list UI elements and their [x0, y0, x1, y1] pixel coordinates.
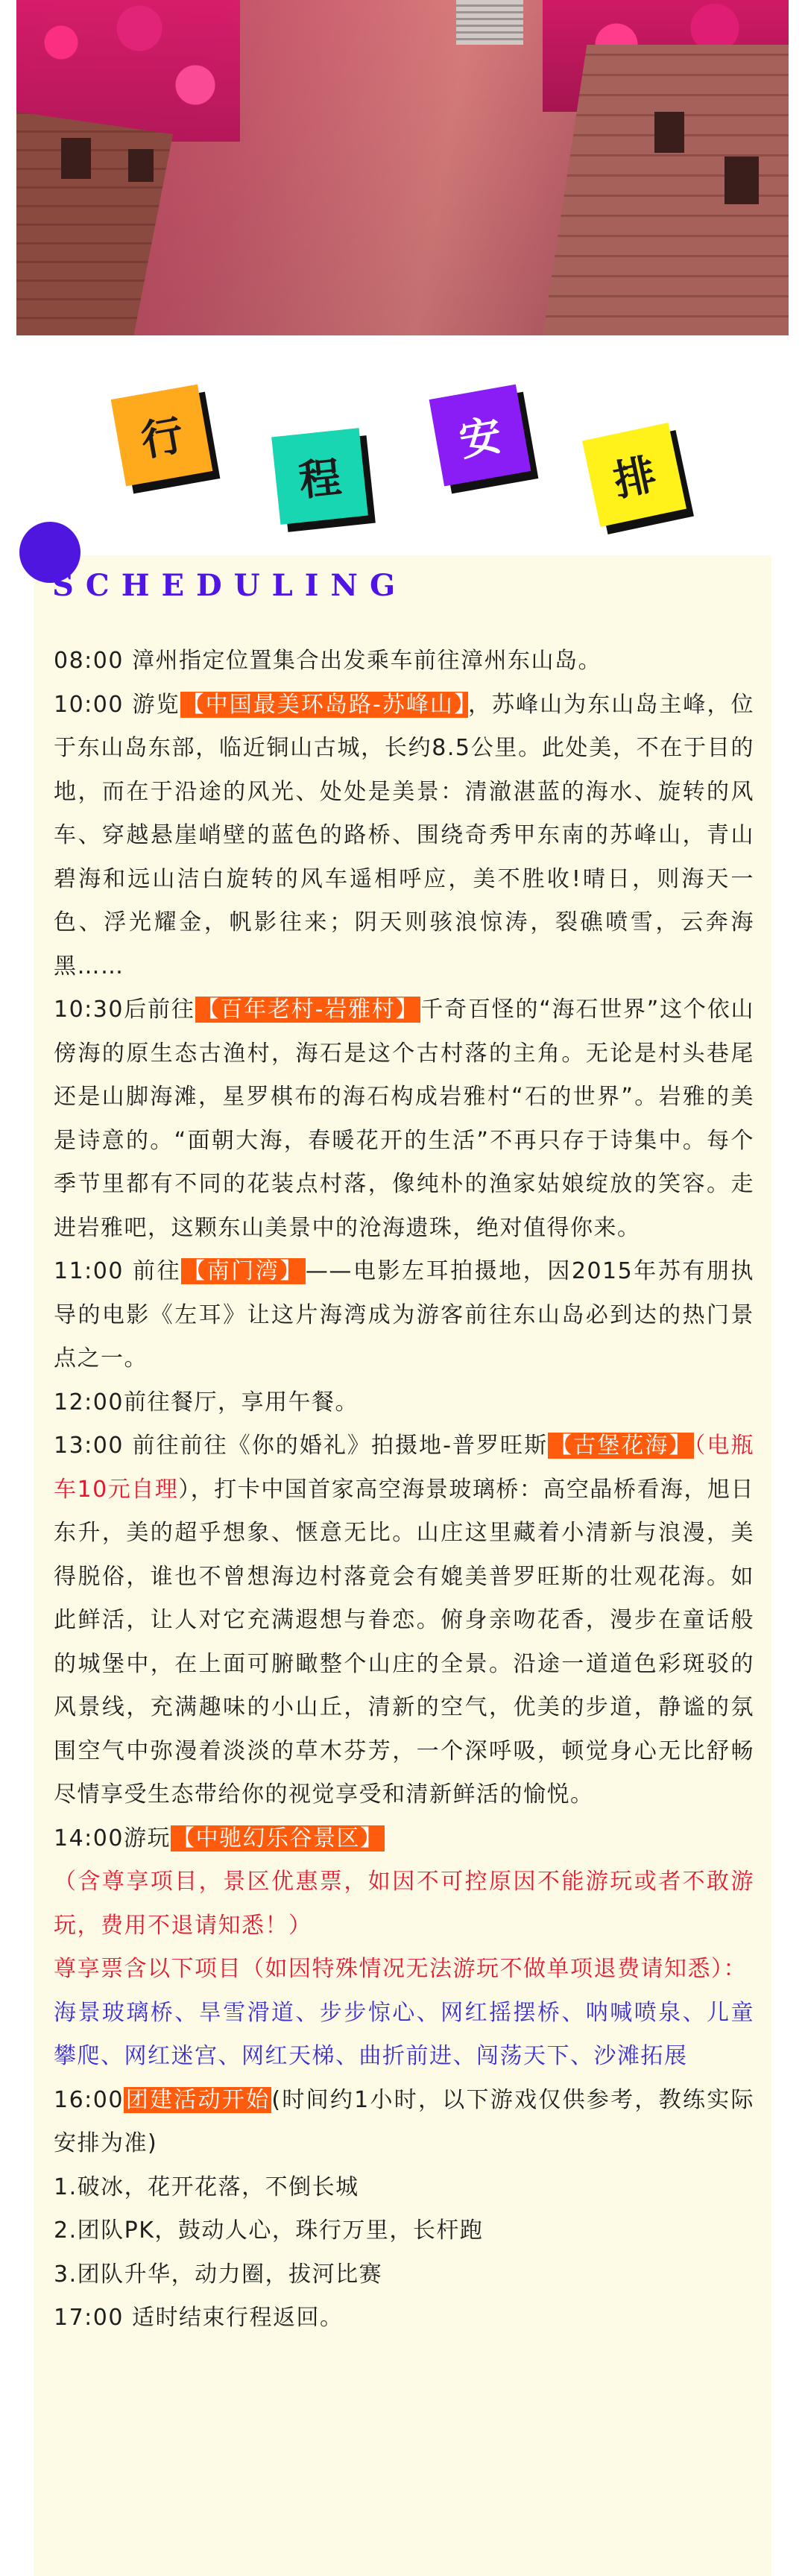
title-char: 排 — [582, 423, 686, 527]
activity-item-3: 3.团队升华，动力圈，拔河比赛 — [54, 2261, 383, 2288]
wall-window — [61, 138, 91, 179]
schedule-content — [54, 640, 754, 2340]
schedule-item-1600: 16:00团建活动开始(时间约1小时，以下游戏仅供参考，教练实际安排为准) — [54, 2086, 755, 2156]
title-char-block-2 — [276, 432, 373, 529]
highlight-tag: 【中国最美环岛路-苏峰山】 — [181, 691, 467, 718]
red-note: （电瓶车10元自理 — [54, 1433, 754, 1503]
activity-item-1: 1.破冰，花开花落，不倒长城 — [54, 2174, 359, 2200]
highlight-tag: 【百年老村-岩雅村】 — [196, 997, 420, 1023]
title-char: 行 — [111, 385, 213, 487]
hero-photo-great-wall-flowers — [16, 0, 789, 335]
ticket-note: （含尊享项目，景区优惠票，如因不可控原因不能游玩或者不敢游玩，费用不退请知悉！） — [54, 1869, 754, 1939]
schedule-item-1030: 10:30后前往【百年老村-岩雅村】千奇百怪的“海石世界”这个依山傍海的原生态古渔村，海石是这个古村落的主角。无论是村头巷尾还是山脚海滩，星罗棋布的海石构成岩雅村“石的世界”。岩雅的美是诗意的。“面朝大海，春暖花开的生活”不再只存于诗集中。每个季节里都有不同的花装点村落，像纯朴的渔家姑娘绽放的笑容。走进岩雅吧，这颗东山美景中的沧海遗珠，绝对值得你来。 — [54, 997, 754, 1241]
title-char: 安 — [429, 385, 531, 487]
schedule-item-0800: 08:00 漳州指定位置集合出发乘车前往漳州东山岛。 — [54, 648, 602, 674]
highlight-tag: 【中驰幻乐谷景区】 — [171, 1825, 384, 1852]
highlight-tag: 团建活动开始 — [124, 2086, 271, 2113]
wall-window — [128, 149, 154, 182]
schedule-item-1300: 13:00 前往前往《你的婚礼》拍摄地-普罗旺斯【古堡花海】（电瓶车10元自理），打卡中国首家高空海景玻璃桥：高空晶桥看海，旭日东升，美的超乎想象、惬意无比。山庄这里藏着小清新与浪漫，美得脱俗，谁也不曾想海边村落竟会有媲美普罗旺斯的壮观花海。如此鲜活，让人对它充满遐想与眷恋。俯身亲吻花香，漫步在童话般的城堡中，在上面可腑瞰整个山庄的全景。沿途一道道色彩斑驳的风景线，充满趣味的小山丘，清新的空气，优美的步道，静谧的氛围空气中弥漫着淡淡的草木芬芳，一个深呼吸，顿觉身心无比舒畅尽情享受生态带给你的视觉享受和清新鲜活的愉悦。 — [54, 1433, 754, 1808]
title-char-block-1 — [118, 391, 215, 488]
highlight-tag: 【南门湾】 — [183, 1258, 304, 1284]
schedule-item-1700: 17:00 适时结束行程返回。 — [54, 2305, 344, 2331]
highlight-tag: 【古堡花海】 — [549, 1433, 693, 1459]
schedule-item-1100: 11:00 前往【南门湾】——电影左耳拍摄地，因2015年苏有朋执导的电影《左耳》让这片海湾成为游客前往东山岛必到达的热门景点之一。 — [54, 1258, 754, 1371]
activity-item-2: 2.团队PK，鼓动人心，珠行万里，长杆跑 — [54, 2217, 484, 2244]
wall-window — [724, 157, 759, 204]
schedule-item-1000: 10:00 游览【中国最美环岛路-苏峰山】，苏峰山为东山岛主峰，位于东山岛东部，临近铜山古城，长约8.5公里。此处美，不在于目的地，而在于沿途的风光、处处是美景：清澈湛蓝的海水、旋转的风车、穿越悬崖峭壁的蓝色的路桥、围绕奇秀甲东南的苏峰山，青山碧海和远山洁白旋转的风车遥相呼应，美不胜收!晴日，则海天一色、浮光耀金，帆影往来；阴天则骇浪惊涛，裂礁喷雪，云奔海黑…… — [54, 691, 754, 979]
title-char: 程 — [271, 428, 368, 525]
stairs — [456, 0, 523, 45]
premium-ticket-heading: 尊享票含以下项目（如因特殊情况无法游玩不做单项退费请知悉）： — [54, 1956, 747, 1982]
title-char-block-4 — [590, 431, 687, 528]
title-char-block-3 — [436, 391, 533, 488]
section-subtitle: SCHEDULING — [52, 568, 408, 603]
wall-window — [654, 112, 684, 153]
premium-ticket-items: 海景玻璃桥、旱雪滑道、步步惊心、网红摇摆桥、呐喊喷泉、儿童攀爬、网红迷宫、网红天梯、曲折前进、闯荡天下、沙滩拓展 — [54, 1999, 754, 2069]
schedule-item-1400: 14:00游玩【中驰幻乐谷景区】 — [54, 1825, 384, 1852]
schedule-item-1200: 12:00前往餐厅，享用午餐。 — [54, 1389, 359, 1415]
wall-left — [16, 112, 173, 335]
